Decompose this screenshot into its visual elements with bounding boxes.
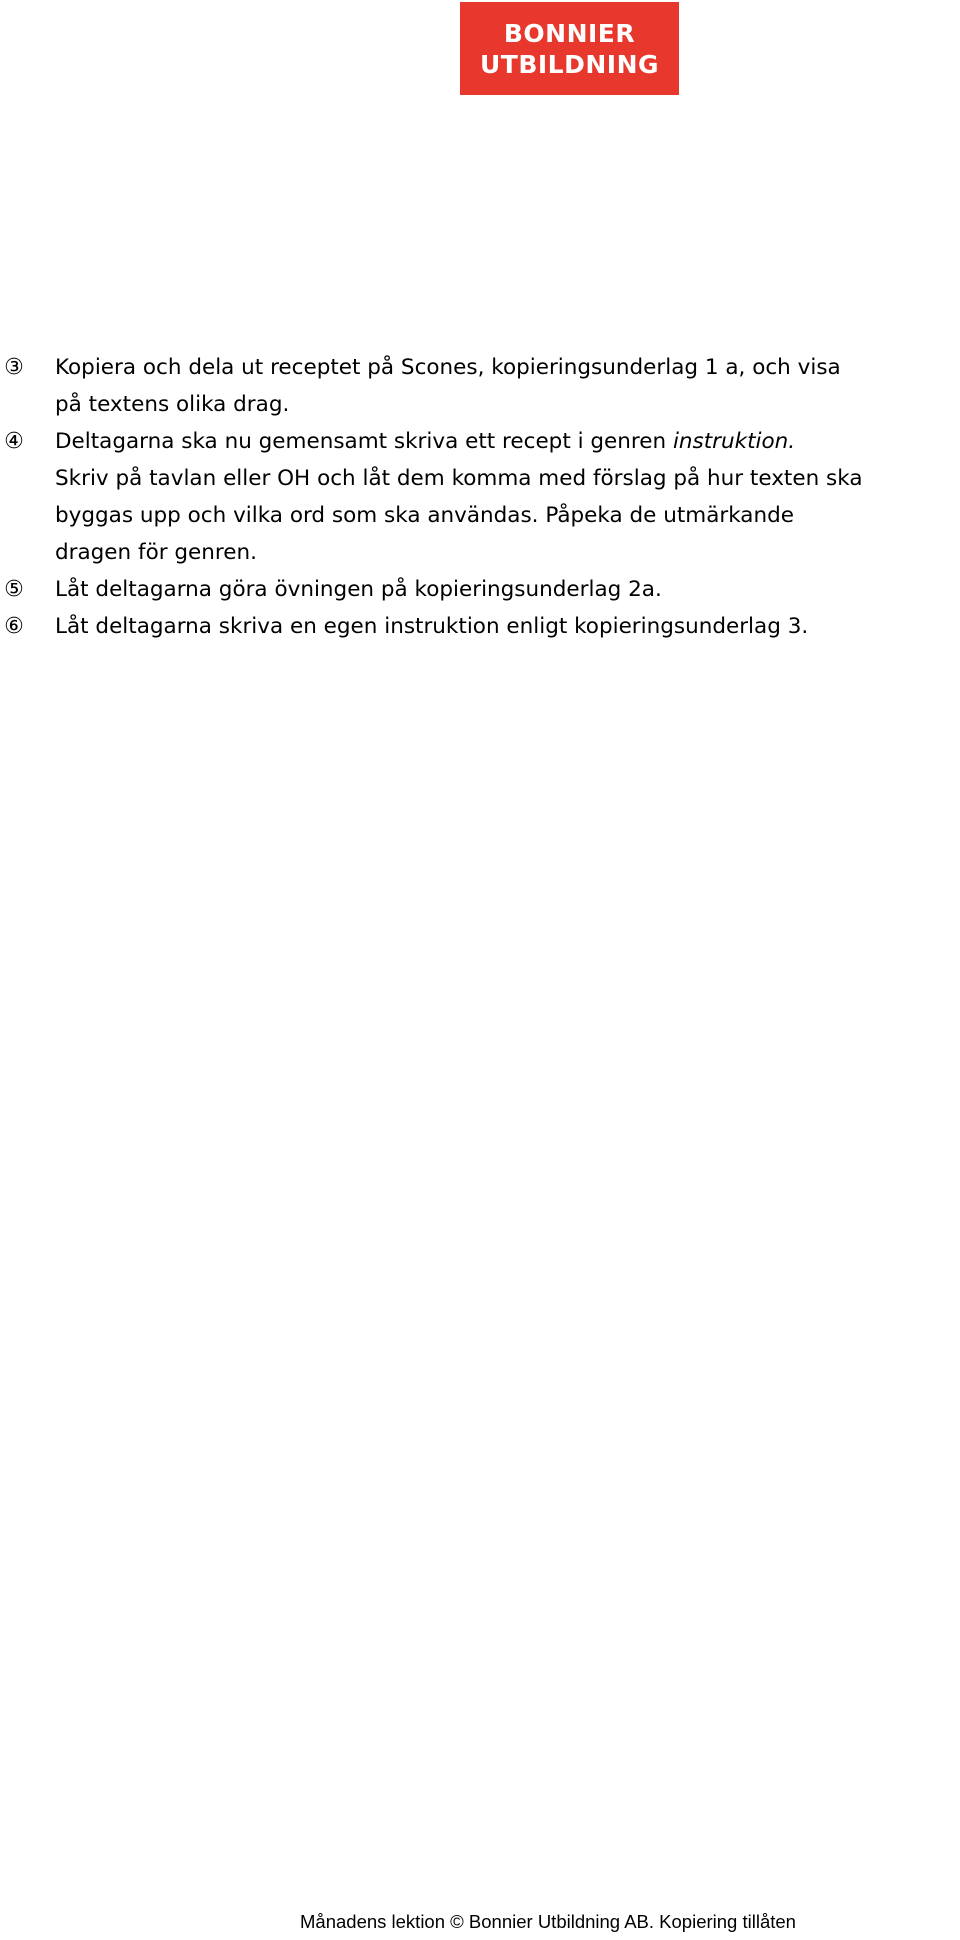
list-item-3 [0, 349, 960, 423]
item-4-line-3: dragen för genren. [55, 540, 257, 565]
circled-number-4: ④ [4, 429, 24, 454]
bonnier-utbildning-logo [460, 2, 679, 95]
item-4-lead-line [55, 423, 960, 460]
item-3-line-1: Kopiera och dela ut receptet på Scones, kopieringsunderlag 1 a, och visa [55, 355, 841, 380]
list-item-6 [0, 608, 960, 645]
logo-line-2: UTBILDNING [479, 49, 660, 79]
circled-number-6: ⑥ [4, 614, 24, 639]
instruction-list [0, 349, 960, 645]
item-4-line-2: byggas upp och vilka ord som ska användas. Påpeka de utmärkande [55, 503, 794, 528]
list-item-5 [0, 571, 960, 608]
item-6-line-1: Låt deltagarna skriva en egen instruktion enligt kopieringsunderlag 3. [55, 614, 809, 639]
item-5-line-1: Låt deltagarna göra övningen på kopieringsunderlag 2a. [55, 577, 662, 602]
logo-line-1: BONNIER [503, 18, 636, 48]
item-3-line-2: på textens olika drag. [55, 392, 290, 417]
circled-number-5: ⑤ [4, 577, 24, 602]
item-4-emphasis: instruktion. [672, 429, 796, 454]
circled-number-3: ③ [4, 355, 24, 380]
footer-copyright: Månadens lektion © Bonnier Utbildning AB. Kopiering tillåten [300, 1911, 796, 1932]
list-item-4 [0, 423, 960, 571]
item-4-lead: Deltagarna ska nu gemensamt skriva ett recept i genren [55, 429, 673, 454]
item-4-line-1: Skriv på tavlan eller OH och låt dem komma med förslag på hur texten ska [55, 466, 863, 491]
